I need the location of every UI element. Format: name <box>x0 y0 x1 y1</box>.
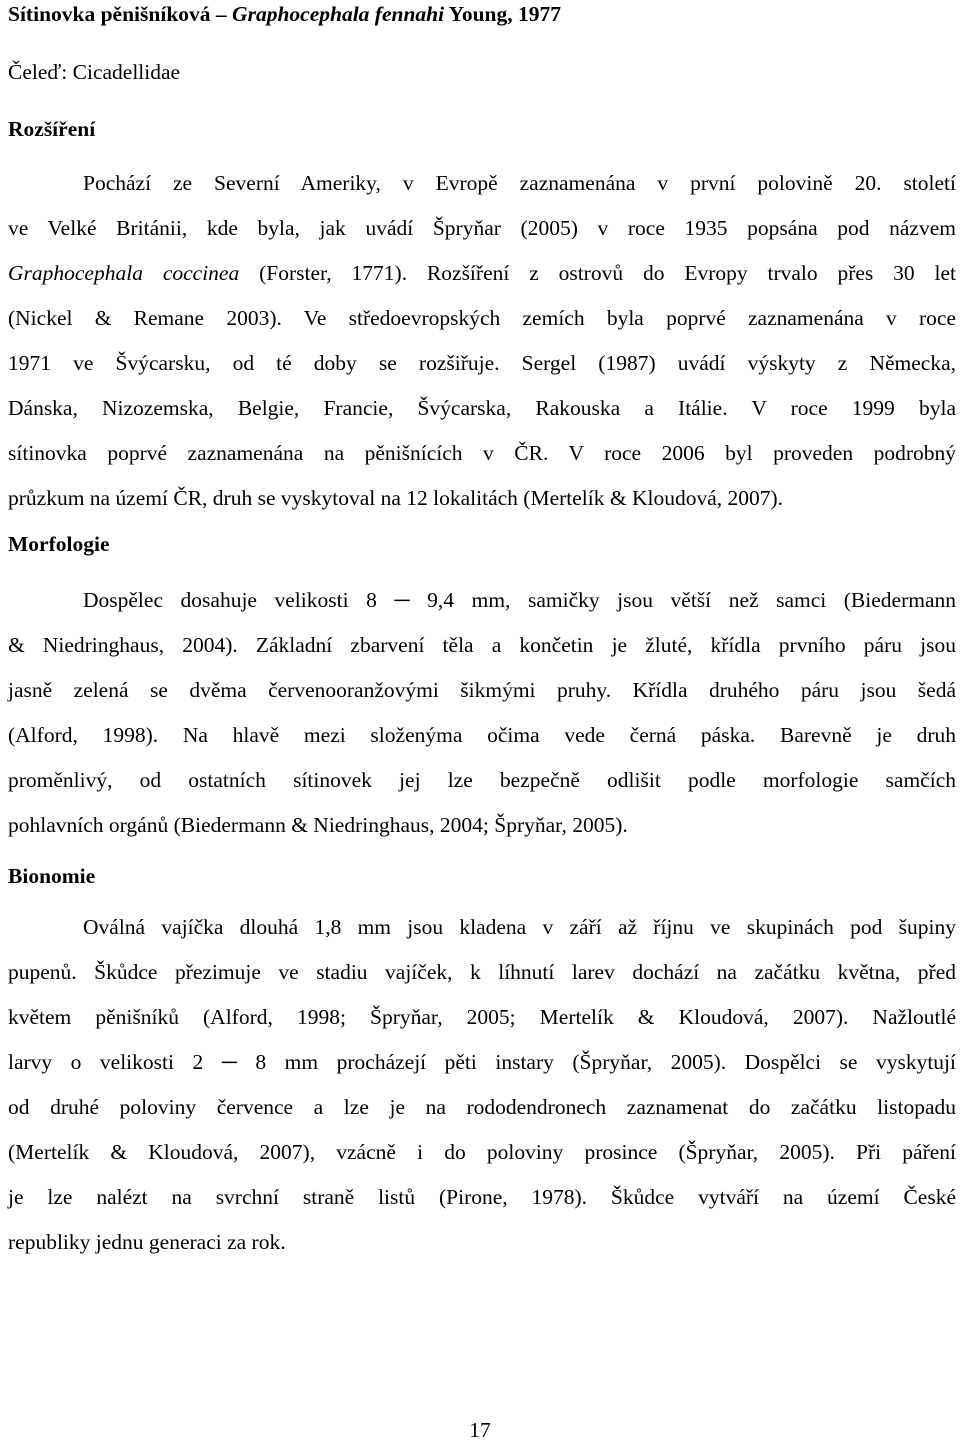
text-line: republiky jednu generaci za rok. <box>8 1230 286 1254</box>
page-title <box>8 2 561 27</box>
text-line: Oválná vajíčka dlouhá 1,8 mm jsou kladena v září až říjnu ve skupinách pod šupiny <box>83 915 956 939</box>
text-line: (Nickel & Remane 2003). Ve středoevropských zemích byla poprvé zaznamenána v roce <box>8 306 956 330</box>
page-number: 17 <box>469 1418 491 1442</box>
text-fragment: (Forster, 1771). Rozšíření z ostrovů do Evropy trvalo přes 30 let <box>259 261 957 285</box>
paragraph-distribution <box>8 161 956 521</box>
text-line: (Mertelík & Kloudová, 2007), vzácně i do poloviny prosince (Špryňar, 2005). Při páření <box>8 1140 956 1164</box>
text-line: je lze nalézt na svrchní straně listů (Pirone, 1978). Škůdce vytváří na území České <box>8 1185 956 1209</box>
title-author: Young, 1977 <box>444 2 561 26</box>
text-line: & Niedringhaus, 2004). Základní zbarvení těla a končetin je žluté, křídla prvního páru jsou <box>8 633 956 657</box>
text-line: pohlavních orgánů (Biedermann & Niedringhaus, 2004; Špryňar, 2005). <box>8 813 628 837</box>
heading-morphology: Morfologie <box>8 532 110 556</box>
text-line: ve Velké Británii, kde byla, jak uvádí Špryňar (2005) v roce 1935 popsána pod názvem <box>8 216 956 240</box>
heading-bionomics: Bionomie <box>8 864 96 888</box>
text-line: pupenů. Škůdce přezimuje ve stadiu vajíček, k líhnutí larev dochází na začátku května, před <box>8 960 956 984</box>
text-line: Dospělec dosahuje velikosti 8 ─ 9,4 mm, samičky jsou větší než samci (Biedermann <box>83 588 956 612</box>
heading-distribution: Rozšíření <box>8 117 96 141</box>
text-line: Pochází ze Severní Ameriky, v Evropě zaznamenána v první polovině 20. století <box>83 171 956 195</box>
text-line: proměnlivý, od ostatních sítinovek jej lze bezpečně odlišit podle morfologie samčích <box>8 768 956 792</box>
family-line: Čeleď: Cicadellidae <box>8 60 181 84</box>
text-line: larvy o velikosti 2 ─ 8 mm procházejí pěti instary (Špryňar, 2005). Dospělci se vyskytují <box>8 1050 956 1074</box>
text-line: Dánska, Nizozemska, Belgie, Francie, Švýcarska, Rakouska a Itálie. V roce 1999 byla <box>8 396 956 420</box>
text-line: (Alford, 1998). Na hlavě mezi složenýma očima vede černá páska. Barevně je druh <box>8 723 956 747</box>
text-line: od druhé poloviny července a lze je na rododendronech zaznamenat do začátku listopadu <box>8 1095 956 1119</box>
latin-name: Graphocephala coccinea <box>8 261 240 285</box>
text-line-with-latin-name <box>8 251 956 296</box>
text-line: květem pěnišníků (Alford, 1998; Špryňar, 2005; Mertelík & Kloudová, 2007). Nažloutlé <box>8 1005 956 1029</box>
text-line: sítinovka poprvé zaznamenána na pěnišnících v ČR. V roce 2006 byl proveden podrobný <box>8 441 956 465</box>
text-line: jasně zelená se dvěma červenooranžovými šikmými pruhy. Křídla druhého páru jsou šedá <box>8 678 956 702</box>
text-line: průzkum na území ČR, druh se vyskytoval na 12 lokalitách (Mertelík & Kloudová, 2007). <box>8 486 784 510</box>
paragraph-morphology <box>8 578 956 848</box>
title-czech-name: Sítinovka pěnišníková – <box>8 2 233 26</box>
title-latin-name: Graphocephala fennahi <box>232 2 445 26</box>
text-line: 1971 ve Švýcarsku, od té doby se rozšiřuje. Sergel (1987) uvádí výskyty z Německa, <box>8 351 956 375</box>
paragraph-bionomics <box>8 905 956 1265</box>
